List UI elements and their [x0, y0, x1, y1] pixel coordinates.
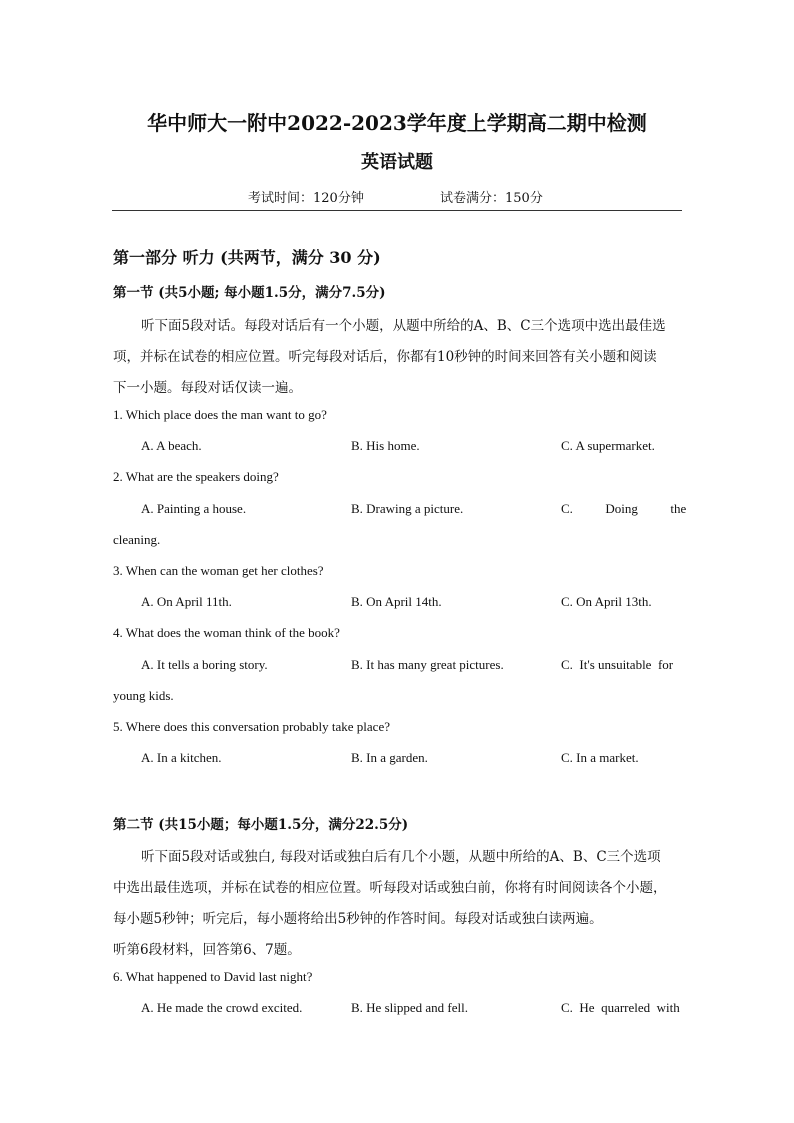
part1-heading: 第一部分 听力 (共两节，满分 30 分)	[113, 248, 381, 267]
instruction-line: 中选出最佳选项，并标在试卷的相应位置。听每段对话或独白前，你将有时间阅读各个小题，	[113, 880, 667, 896]
exam-title: 华中师大一附中2022-2023学年度上学期高二期中检测	[147, 111, 647, 135]
question-2: 2. What are the speakers doing?	[113, 469, 279, 484]
option-c-continued: young kids.	[113, 688, 174, 703]
option-a: A. On April 11th.	[141, 594, 232, 609]
question-6: 6. What happened to David last night?	[113, 969, 313, 984]
section1-heading: 第一节 (共5小题; 每小题1.5分，满分7.5分)	[113, 285, 386, 301]
exam-time: 考试时间：120分钟	[248, 191, 364, 206]
instruction-line: 下一小题。每段对话仅读一遍。	[113, 380, 302, 396]
option-b: B. He slipped and fell.	[351, 1000, 468, 1015]
option-a: A. He made the crowd excited.	[141, 1000, 303, 1015]
option-b: B. On April 14th.	[351, 594, 442, 609]
option-c: C. He quarreled with	[561, 1000, 680, 1015]
header-divider	[112, 210, 682, 211]
question-5: 5. Where does this conversation probably take place?	[113, 719, 390, 734]
option-c: C. A supermarket.	[561, 438, 655, 453]
option-b: B. In a garden.	[351, 750, 428, 765]
instruction-line: 听下面5段对话或独白, 每段对话或独白后有几个小题，从题中所给的A、B、C三个选项	[141, 849, 661, 865]
instruction-line: 听下面5段对话。每段对话后有一个小题，从题中所给的A、B、C三个选项中选出最佳选	[141, 318, 666, 334]
section2-heading: 第二节 (共15小题；每小题1.5分，满分22.5分)	[113, 817, 409, 833]
question-3: 3. When can the woman get her clothes?	[113, 563, 324, 578]
exam-subtitle: 英语试题	[361, 152, 433, 173]
option-a: A. A beach.	[141, 438, 202, 453]
option-b: B. His home.	[351, 438, 420, 453]
instruction-line: 项，并标在试卷的相应位置。听完每段对话后，你都有10秒钟的时间来回答有关小题和阅读	[113, 349, 657, 365]
question-4: 4. What does the woman think of the book?	[113, 625, 340, 640]
option-c: C. Doing the	[561, 501, 687, 516]
exam-score: 试卷满分：150分	[440, 191, 543, 206]
material-note: 听第6段材料，回答第6、7题。	[113, 942, 301, 958]
option-b: B. Drawing a picture.	[351, 501, 464, 516]
option-a: A. Painting a house.	[141, 501, 247, 516]
instruction-line: 每小题5秒钟；听完后，每小题将给出5秒钟的作答时间。每段对话或独白读两遍。	[113, 911, 603, 927]
option-c: C. It's unsuitable for	[561, 657, 674, 672]
question-1: 1. Which place does the man want to go?	[113, 407, 327, 422]
option-c-continued: cleaning.	[113, 532, 161, 547]
option-b: B. It has many great pictures.	[351, 657, 504, 672]
option-c: C. On April 13th.	[561, 594, 652, 609]
option-c: C. In a market.	[561, 750, 639, 765]
option-a: A. It tells a boring story.	[141, 657, 268, 672]
option-a: A. In a kitchen.	[141, 750, 222, 765]
